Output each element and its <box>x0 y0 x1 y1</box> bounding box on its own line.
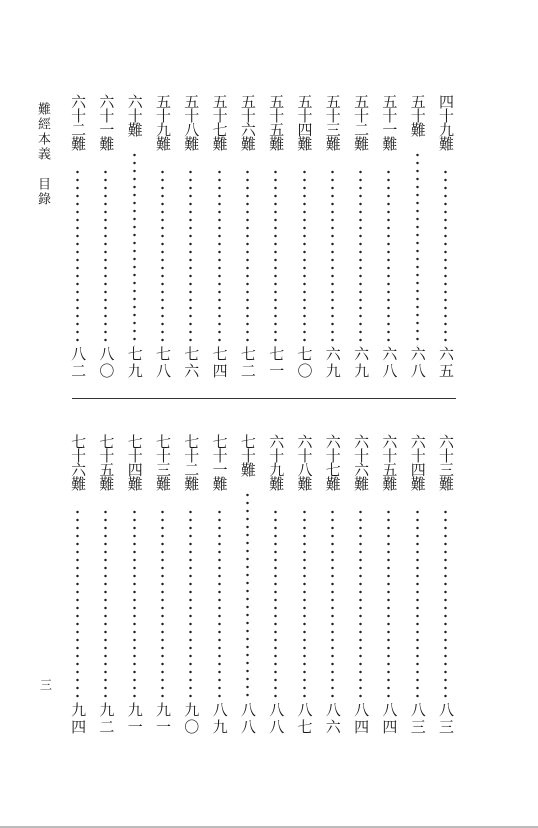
toc-entry <box>380 434 398 754</box>
toc-entry <box>409 94 427 394</box>
leader-dots <box>274 168 277 346</box>
toc-entry <box>182 434 200 754</box>
leader-dots <box>76 168 79 346</box>
toc-entry-label: 五十九難 <box>154 94 172 150</box>
leader-dots <box>161 168 164 346</box>
toc-entry-page: 六五 <box>437 346 455 380</box>
toc-entry-label: 六十七難 <box>323 434 342 490</box>
toc-entry-label: 六十二難 <box>69 94 88 150</box>
toc-entry-label: 六十六難 <box>352 434 371 490</box>
leader-dots <box>218 168 221 346</box>
toc-entry <box>296 434 314 754</box>
leader-dots <box>104 168 107 346</box>
page-number: 三 <box>40 678 53 692</box>
leader-dots <box>189 508 192 698</box>
toc-entry <box>239 94 257 394</box>
leader-dots <box>331 168 334 346</box>
toc-entry-page: 八四 <box>380 702 399 736</box>
toc-entry <box>352 94 370 394</box>
toc-entry-page: 七〇 <box>295 346 314 380</box>
toc-entry-label: 六十難 <box>125 94 144 136</box>
toc-entry <box>324 434 342 754</box>
leader-dots <box>189 168 192 346</box>
toc-entry-label: 六十五難 <box>380 434 399 490</box>
leader-dots <box>76 508 79 698</box>
leader-dots <box>387 508 390 698</box>
leader-dots <box>331 508 334 698</box>
leader-dots <box>218 508 221 698</box>
toc-entry-page: 九一 <box>154 702 172 736</box>
toc-entry <box>126 434 144 754</box>
toc-entry-label: 七十六難 <box>69 434 88 490</box>
leader-dots <box>303 168 306 346</box>
leader-dots <box>303 508 306 698</box>
toc-entry <box>437 94 455 394</box>
toc-entry-label: 六十八難 <box>295 434 314 490</box>
toc-entry-label: 五十三難 <box>323 94 342 150</box>
toc-entry <box>69 434 87 754</box>
toc-entry <box>437 434 455 754</box>
toc-entry-label: 五十一難 <box>380 94 399 150</box>
toc-entry <box>211 94 229 394</box>
leader-dots <box>444 168 447 346</box>
toc-entry-page: 八九 <box>210 702 229 736</box>
leader-dots <box>387 168 390 346</box>
toc-entry-label: 五十五難 <box>267 94 286 150</box>
toc-entry-page: 七六 <box>182 346 201 380</box>
toc-entry-page: 八三 <box>437 702 455 736</box>
toc-entry-page: 六九 <box>352 346 371 380</box>
leader-dots <box>246 491 249 698</box>
toc-entry <box>154 434 172 754</box>
toc-entry-page: 八八 <box>238 702 257 736</box>
toc-entry-label: 七十一難 <box>210 434 229 490</box>
toc-entry-page: 八四 <box>352 702 371 736</box>
toc-entry-label: 六十一難 <box>97 94 116 150</box>
toc-entry-page: 九〇 <box>182 702 201 736</box>
leader-dots <box>416 508 419 698</box>
leader-dots <box>133 508 136 698</box>
leader-dots <box>246 168 249 346</box>
toc-section-top <box>0 94 538 394</box>
toc-entry-label: 五十七難 <box>210 94 229 150</box>
toc-entry <box>409 434 427 754</box>
toc-entry-page: 八〇 <box>97 346 116 380</box>
leader-dots <box>274 508 277 698</box>
toc-entry-page: 六九 <box>323 346 342 380</box>
toc-entry-label: 四十九難 <box>437 94 455 150</box>
toc-entry <box>126 94 144 394</box>
toc-entry-label: 七十二難 <box>182 434 201 490</box>
toc-entry-page: 八二 <box>69 346 88 380</box>
leader-dots <box>416 151 419 346</box>
leader-dots <box>359 168 362 346</box>
toc-entry-label: 六十三難 <box>437 434 455 490</box>
leader-dots <box>444 508 447 698</box>
toc-entry-label: 七十五難 <box>97 434 116 490</box>
toc-section-bottom <box>0 434 538 754</box>
leader-dots <box>133 151 136 346</box>
toc-entry-page: 九一 <box>125 702 144 736</box>
toc-entry <box>69 94 87 394</box>
toc-entry <box>211 434 229 754</box>
toc-entry-page: 九二 <box>97 702 116 736</box>
toc-entry <box>324 94 342 394</box>
toc-entry-label: 七十四難 <box>125 434 144 490</box>
toc-entry-page: 七四 <box>210 346 229 380</box>
toc-entry-label: 五十二難 <box>352 94 371 150</box>
running-title: 難經本義 目錄 <box>35 102 50 207</box>
toc-entry <box>296 94 314 394</box>
leader-dots <box>359 508 362 698</box>
toc-entry <box>182 94 200 394</box>
toc-entry <box>239 434 257 754</box>
toc-entry-label: 六十九難 <box>267 434 286 490</box>
toc-entry <box>97 434 115 754</box>
toc-entry <box>97 94 115 394</box>
toc-entry-page: 八三 <box>408 702 427 736</box>
toc-entry-page: 八八 <box>267 702 286 736</box>
toc-entry <box>267 94 285 394</box>
toc-entry-label: 五十六難 <box>238 94 257 150</box>
toc-entry-page: 六八 <box>380 346 399 380</box>
leader-dots <box>104 508 107 698</box>
section-divider <box>72 398 456 399</box>
toc-entry <box>352 434 370 754</box>
toc-entry-label: 五十難 <box>408 94 427 136</box>
leader-dots <box>161 508 164 698</box>
toc-entry-page: 七一 <box>267 346 286 380</box>
toc-entry-label: 六十四難 <box>408 434 427 490</box>
toc-entry-page: 六八 <box>408 346 427 380</box>
toc-entry-page: 七九 <box>125 346 144 380</box>
toc-entry-label: 七十三難 <box>154 434 172 490</box>
toc-entry-label: 五十四難 <box>295 94 314 150</box>
toc-entry-page: 七八 <box>154 346 172 380</box>
toc-entry <box>380 94 398 394</box>
toc-entry <box>267 434 285 754</box>
toc-entry-label: 五十八難 <box>182 94 201 150</box>
toc-entry <box>154 94 172 394</box>
toc-entry-page: 八六 <box>323 702 342 736</box>
toc-entry-page: 九四 <box>69 702 88 736</box>
toc-entry-page: 七二 <box>238 346 257 380</box>
toc-entry-label: 七十難 <box>238 434 257 476</box>
toc-entry-page: 八七 <box>295 702 314 736</box>
